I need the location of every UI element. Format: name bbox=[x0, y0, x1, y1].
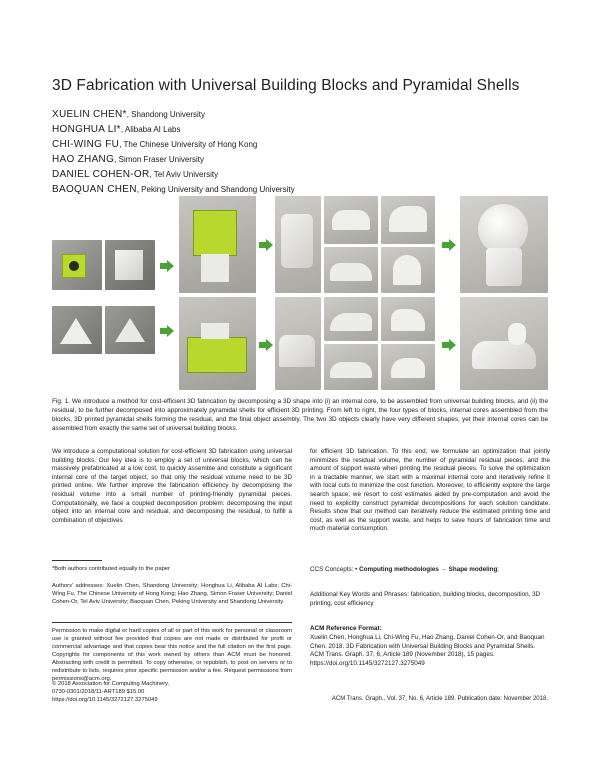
author-affiliation: , Tel Aviv University bbox=[149, 170, 219, 179]
ccs-end: ; bbox=[497, 566, 500, 573]
photo-shell-piece bbox=[324, 247, 378, 293]
photo-white-cube-block bbox=[105, 240, 155, 290]
author-entry bbox=[52, 122, 552, 137]
ccs-label: CCS Concepts: • bbox=[310, 566, 360, 573]
author-affiliation: , Shandong University bbox=[126, 110, 205, 119]
photo-shell-piece bbox=[324, 196, 378, 244]
paper-title: 3D Fabrication with Universal Building Blocks and Pyramidal Shells bbox=[52, 77, 520, 94]
ccs-concepts bbox=[310, 566, 550, 575]
permission-notice: Permission to make digital or hard copies of all or part of this work for personal or classroom use is granted without fee provided that copies are not made or distributed for profit or commercial advantage and that copies bear this notice and the full citation on the first page. Copyrights for components of this work owned by others than ACM must be honored. Abstracting with credit is permitted. To copy otherwise, or republish, to post on servers or to redistribute to lists, requires prior specific permission and/or a fee. Request permissions from permissions@acm.org. bbox=[52, 628, 292, 682]
photo-core-lion bbox=[179, 196, 256, 293]
photo-final-lion bbox=[460, 196, 548, 293]
photo-core-with-shell-bunny bbox=[275, 297, 321, 390]
author-affiliation: , Simon Fraser University bbox=[114, 155, 204, 164]
photo-wedge-block-b bbox=[105, 306, 155, 354]
abstract-left: We introduce a computational solution for cost-efficient 3D fabrication using universal building blocks. Our key idea is to employ a set of universal blocks, which can be massively prefabricated at a low cost, to quickly assemble and constitute a significant internal core of the target object, so that only the residual volume need to be 3D printed online. We further improve the fabrication efficiency by decomposing the residual volume into a small number of printing-friendly pyramidal pieces. Computationally, we face a coupled decomposition problem: decomposing the input object into an internal core and residual, and decomposing the residual, to fulfill a combination of objectives bbox=[52, 448, 292, 524]
photo-shell-piece bbox=[381, 247, 435, 293]
author-entry bbox=[52, 167, 552, 182]
author-name: HAO ZHANG bbox=[52, 154, 115, 165]
ccs-bold: Computing methodologies → Shape modeling bbox=[359, 566, 498, 573]
photo-green-cube-block bbox=[52, 240, 102, 290]
page-footer: ACM Trans. Graph., Vol. 37, No. 6, Article 189. Publication date: November 2018. bbox=[331, 696, 548, 702]
author-entry bbox=[52, 182, 552, 197]
author-name: DANIEL COHEN-OR bbox=[52, 169, 150, 180]
author-entry bbox=[52, 137, 552, 152]
author-addresses: Authors' addresses: Xuelin Chen, Shandong University; Honghua Li, Alibaba AI Labs; Chi-Wing Fu, The Chinese University of Hong Kong; Hao Zhang, Simon Fraser University; Daniel Cohen-Or, Tel Aviv University; Baoquan Chen, Peking University and Shandong University. bbox=[52, 583, 292, 605]
photo-shell-piece bbox=[381, 196, 435, 244]
photo-core-bunny bbox=[179, 297, 256, 390]
permission-rule bbox=[52, 622, 292, 623]
teaser-figure bbox=[52, 196, 548, 390]
author-name: CHI-WING FU bbox=[52, 139, 120, 150]
issn: 0730-0301/2018/11-ART189 $15.00 bbox=[52, 689, 145, 695]
author-name: XUELIN CHEN* bbox=[52, 109, 127, 120]
abstract-right: for efficient 3D fabrication. To this end, we formulate an optimization that jointly minimizes the residual volume, the number of pyramidal residual pieces, and the amount of support waste when printing the residual pieces. To solve the optimization in a tractable manner, we start with a maximal internal core and iteratively refine it with local cuts to minimize the cost function. Moreover, to efficiently explore the large search space, we resort to cost estimates aided by pre-computation and avoid the need to explicitly construct pyramidal decompositions for each solution candidate. Results show that our method can iteratively reduce the estimated printing time and cost, as well as the support waste, and helps to save hours of fabrication time and much material consumption. bbox=[310, 448, 550, 533]
author-affiliation: , The Chinese University of Hong Kong bbox=[119, 140, 258, 149]
footnote: *Both authors contributed equally to the paper bbox=[52, 566, 170, 572]
author-entry bbox=[52, 152, 552, 167]
photo-shell-piece bbox=[324, 344, 378, 390]
photo-core-with-shell-lion bbox=[275, 196, 321, 293]
arrow-right-icon bbox=[259, 339, 273, 351]
author-affiliation: , Alibaba AI Labs bbox=[120, 125, 181, 134]
arrow-right-icon bbox=[442, 239, 456, 251]
copyright: © 2018 Association for Computing Machinery. bbox=[52, 681, 170, 687]
arrow-right-icon bbox=[442, 339, 456, 351]
author-entry bbox=[52, 107, 552, 122]
arrow-right-icon bbox=[160, 260, 174, 272]
doi-link[interactable]: https://doi.org/10.1145/3272127.3275049 bbox=[52, 697, 158, 703]
acm-reference-heading: ACM Reference Format: bbox=[310, 625, 382, 632]
footnote-rule bbox=[52, 560, 102, 561]
arrow-right-icon bbox=[259, 239, 273, 251]
photo-final-bunny bbox=[460, 297, 548, 390]
acm-reference: Xuelin Chen, Honghua Li, Chi-Wing Fu, Hao Zhang, Daniel Cohen-Or, and Baoquan Chen. 2018. 3D Fabrication with Universal Building Blocks and Pyramidal Shells. ACM Trans. Graph. 37, 6, Article 189 (November 2018), 15 pages. https://doi.org/10.1145/3272127.3275049 bbox=[310, 634, 545, 667]
photo-shell-piece bbox=[381, 344, 435, 390]
keywords: Additional Key Words and Phrases: fabrication, building blocks, decomposition, 3D printing, cost efficiency bbox=[310, 591, 541, 607]
arrow-right-icon bbox=[160, 325, 174, 337]
author-name: BAOQUAN CHEN bbox=[52, 184, 137, 195]
figure-caption: Fig. 1. We introduce a method for cost-efficient 3D fabrication by decomposing a 3D shape into (i) an internal core, to be assembled from universal building blocks, and (ii) the residual, to be further decomposed into approximately pyramidal shells for efficient 3D printing. From left to right, the four types of blocks, internal cores assembled from the blocks, 3D printed pyramidal shells forming the residual, and the final object assembly. The two 3D objects clearly have very different shapes, yet their internal cores can be assembled from exactly the same set of universal building blocks. bbox=[52, 398, 548, 432]
photo-shell-piece bbox=[324, 297, 378, 341]
photo-shell-piece bbox=[381, 297, 435, 341]
author-list bbox=[52, 107, 552, 197]
author-affiliation: , Peking University and Shandong University bbox=[136, 185, 295, 194]
photo-wedge-block-a bbox=[52, 306, 102, 354]
author-name: HONGHUA LI* bbox=[52, 124, 121, 135]
